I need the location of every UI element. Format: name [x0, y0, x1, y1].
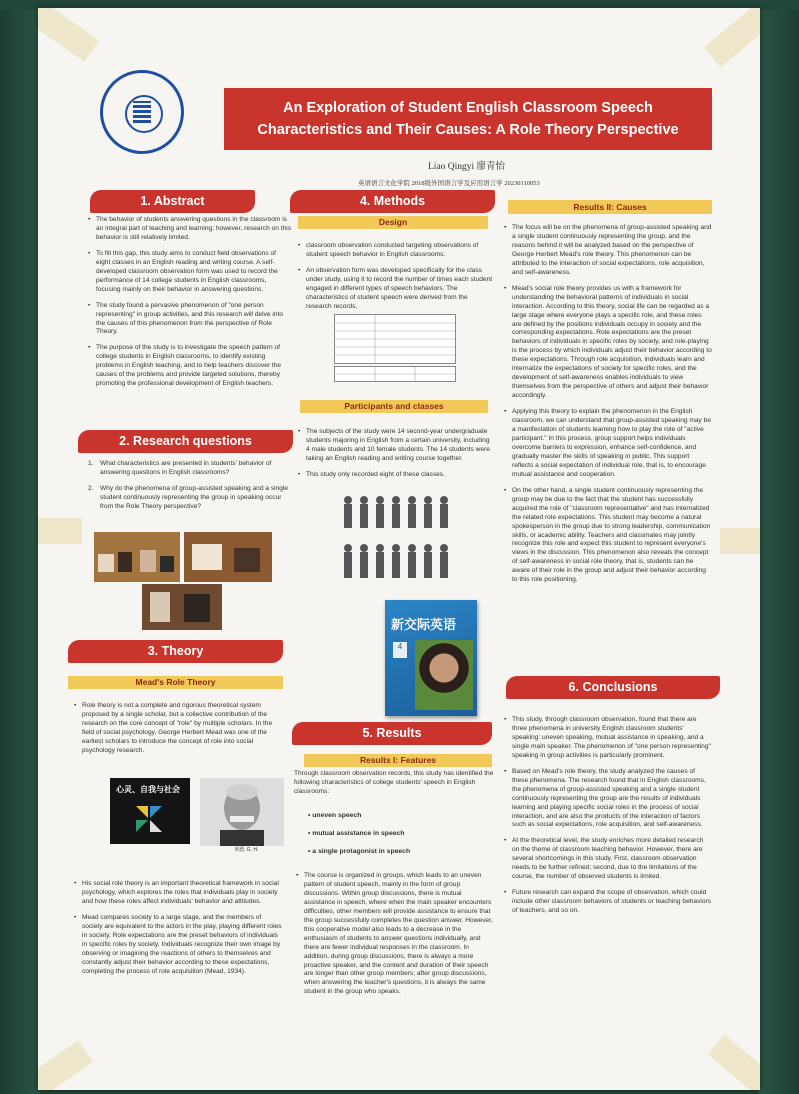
tape — [708, 1035, 760, 1090]
wall-right — [759, 0, 799, 1094]
results-intro: Through classroom observation records, this study has identified the following characteristics of college students' speech in English classrooms: — [294, 770, 494, 795]
observation-form-table — [334, 314, 456, 364]
design-para: • An observation form was developed specifically for the class under study, using it to record the number of times each student engaged in different types of speech behaviors. The characteristics of student speech were derived from the research records. — [296, 267, 494, 312]
poster-title: An Exploration of Student English Classroom Speech Characteristics and Their Causes: A Role Theory Perspective — [224, 88, 712, 150]
research-questions-heading: 2. Research questions — [78, 430, 293, 453]
participants-para: • This study only recorded eight of these classes. — [296, 471, 494, 480]
conclusions-para: • Based on Mead's role theory, the study analyzed the causes of these phenomena. The research found that in English classrooms, the phenomena of group-assisted speaking and a single student continuously representing the group are the results of individuals learning and playing specific social roles in the process of social interaction, and are also the products of the interaction of factors such as social expectations, role acquisition, and self-awareness. — [502, 768, 712, 831]
results-causes-para: • The focus will be on the phenomena of group-assisted speaking and a single student continuously representing the group, and the reasons behind it will be analyzed based on the perspective of George Herbert Mead's role theory. This phenomenon can be attributed to the interaction of social expectations, role acquisition, and self-awareness. — [502, 224, 712, 278]
results-causes-para: • Mead's social role theory provides us with a framework for understanding the behavioral patterns of individuals in social interaction. According to this theory, social life can be regarded as a large stage where everyone plays a specific role, and these roles are defined by the positions individuals occupy in society and the corresponding expectations. Role expectations are the preset behaviors of individuals in specific roles by society, and role-playing is the process by which individuals adjust their behavior according to these expectations. Through role acquisition, individuals learn and internalize the expectations of society for specific roles, and the development of self-awareness enables individuals to view themselves from the perspective of others and adjust their behavior accordingly. — [502, 285, 712, 401]
poster — [38, 8, 760, 1090]
conclusions-body — [502, 716, 712, 923]
participants-subheading: Participants and classes — [300, 400, 488, 413]
results-causes-para: • Applying this theory to explain the phenomenon in the English classroom, we can understand that group-assisted speaking may be a manifestation of students learning how to play the role of "active participant." In this process, group support helps individuals overcome barriers to expression, enhance self-confidence, and gradually master the skills of speaking in public. This support reflects a social expectation of individual role, that is, to encourage mutual assistance and cooperation. — [502, 408, 712, 480]
abstract-heading: 1. Abstract — [90, 190, 255, 213]
classroom-photos — [94, 532, 274, 630]
conclusions-para: • This study, through classroom observation, found that there are three phenomena in university English classroom students' speaking: uneven speaking, mutual assistance in speaking, and a single main speaker. The phenomenon of "one person representing" speaking in group activities is particularly prominent. — [502, 716, 712, 761]
design-body — [296, 242, 494, 319]
wall-left — [0, 0, 40, 1094]
tape — [704, 8, 760, 67]
results-causes-subheading: Results II: Causes — [508, 200, 712, 214]
results-causes-body — [502, 224, 712, 592]
abstract-para: • The behavior of students answering questions in the classroom is an integral part of teaching and learning; however, research on this behavior is still relatively limited. — [86, 216, 291, 243]
design-para: • classroom observation conducted targeting observations of student speech behavior in English classrooms. — [296, 242, 494, 260]
theory-heading: 3. Theory — [68, 640, 283, 663]
abstract-body — [86, 216, 291, 396]
results-features-subheading: Results I: Features — [304, 754, 492, 767]
conclusions-heading: 6. Conclusions — [506, 676, 720, 699]
tape — [720, 528, 760, 554]
portrait-icon — [200, 778, 284, 846]
conclusions-para: • At the theoretical level, the study enriches more detailed research on the theme of classroom teaching behavior. However, there are several shortcomings in this study. First, classroom observation needs to be further refined; second, due to the limitations of the course, the number of observed students is limited. — [502, 837, 712, 882]
textbook-cover — [385, 600, 477, 716]
textbook-number: 4 — [393, 642, 407, 658]
theory-para: • Role theory is not a complete and rigorous theoretical system proposed by a single scholar, but a collective contribution of the research on the core concept of "role" by multiple scholars. In the field of social psychology, George Herbert Mead was one of the earliest scholars to introduce the concept of role into social psychology research. — [72, 702, 282, 756]
meads-role-theory-subheading: Mead's Role Theory — [68, 676, 283, 689]
portrait-caption: 米德, G. H. — [234, 847, 259, 853]
theory-body-top — [72, 702, 282, 763]
author: Liao Qingyi 廖青怡 — [428, 162, 506, 172]
research-question: 2. Why do the phenomena of group-assisted speaking and a single student continuously representing the group in speaking occur from the Role Theory perspective? — [86, 485, 291, 512]
results-causes-para: • On the other hand, a single student continuously representing the group may be due to the fact that the student has successfully acquired the role of "classroom representative" and has internalized the related role expectations. This student may become a natural spokesperson in the group due to strong leadership, communication skills, or academic ability. Teachers and classmates may jointly recognize this role and expect this student to represent everyone's views in the discussion. This phenomenon also reveals the concept of self-awareness in social role theory, that is, students can be aware of their role in the group and adjust their behavior according to this role positioning. — [502, 487, 712, 585]
textbook-photo — [415, 640, 473, 710]
theory-para: • His social role theory is an important theoretical framework in social psychology, which explores the roles that individuals play in society and how these roles affect individuals' behavior and attitudes. — [72, 880, 282, 907]
participants-body — [296, 428, 494, 487]
theory-para: • Mead compares society to a large stage, and the members of society are equivalent to the actors in the play, playing different roles in society. Role expectations are the preset behaviors of individuals in specific roles by society. Individuals recognize their own image by observing or imagining the reactions of others to themselves and constantly adjust their behavior according to these expectations, completing the process of role acquisition (Mead, 1934). — [72, 914, 282, 977]
results-para: • The course is organized in groups, which leads to an uneven pattern of student speech, mainly in the form of group discussions. Within group discussions, there is mutual assistance in speech, where when the main speaker encounters difficulties, other members will provide assistance to ensure that the group successfully completes the question answer. However, this cooperative model also leads to a decrease in the enthusiasm of students to answer questions individually, and there are fewer individual responses in the classroom. In addition, during group discussions, there is always a more proactive speaker, and the content and duration of their speech are longer than other group members; after group discussions, when answering the teacher's questions, it is always the same student in the group who speaks. — [294, 872, 494, 997]
abstract-para: • The purpose of the study is to investigate the speech pattern of college students in English classrooms, to identify existing problems in English teaching, and to help teachers discover the causes of the problems and provide targeted solutions, thereby promoting the professional development of English teachers. — [86, 344, 291, 389]
abstract-para: • The study found a pervasive phenomenon of "one person representing" in group activities, and this research will delve into the causes of this phenomenon from the perspective of Role Theory. — [86, 302, 291, 338]
book-title: 心灵、自我与社会 — [116, 785, 180, 794]
portrait-mead — [200, 778, 284, 846]
affiliation: 英语语言文化学院 2018级外国语言学及应用语言学 20230110053 — [358, 180, 540, 187]
tape — [38, 1040, 93, 1090]
research-questions-body — [86, 460, 291, 519]
feature-item: • uneven speech — [308, 812, 362, 819]
theory-body-bottom — [72, 880, 282, 984]
tape — [38, 8, 99, 62]
students-illustration — [338, 490, 458, 590]
participants-para: • The subjects of the study were 14 second-year undergraduate students majoring in English from a certain university, including 4 male students and 10 female students. The 14 students were taking an English reading and writing course together. — [296, 428, 494, 464]
university-logo — [100, 70, 184, 154]
abstract-para: • To fill this gap, this study aims to conduct field observations of eight classes in an English reading and writing course. A self-developed classroom observation form was used to record the performance of 14 college students in English classrooms, focusing mainly on their behavior in answering questions. — [86, 250, 291, 295]
book-cover-mind-self-society — [110, 778, 190, 844]
feature-item: • a single protagonist in speech — [308, 848, 411, 855]
research-question: 1. What characteristics are presented in students' behavior of answering questions in English classrooms? — [86, 460, 291, 478]
results-heading: 5. Results — [292, 722, 492, 745]
observation-form-table-small — [334, 366, 456, 382]
results-body — [294, 872, 494, 1004]
conclusions-para: • Future research can expand the scope of observation, which could include other classroom behaviors of students or teaching behaviors of teachers, and so on. — [502, 889, 712, 916]
design-subheading: Design — [298, 216, 488, 229]
feature-item: • mutual assistance in speech — [308, 830, 405, 837]
textbook-title: 新交际英语 — [391, 617, 457, 632]
methods-heading: 4. Methods — [290, 190, 495, 213]
book-pattern-icon — [110, 800, 190, 844]
tape — [38, 518, 82, 544]
